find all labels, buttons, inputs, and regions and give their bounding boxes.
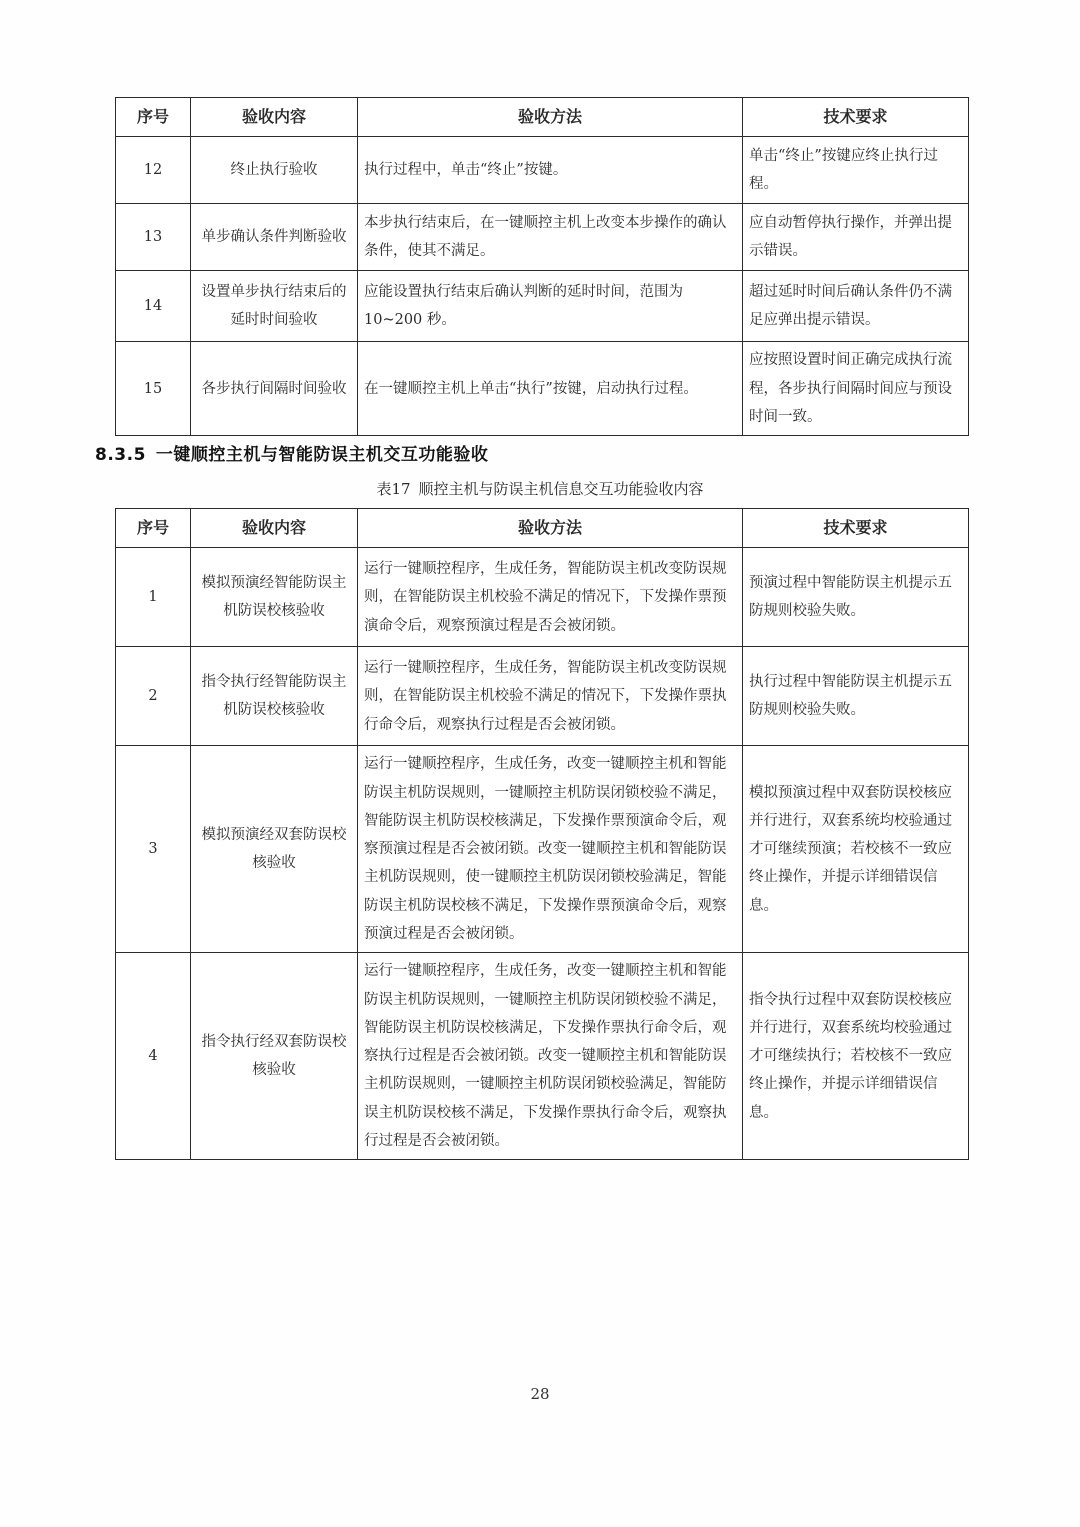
table-row bbox=[116, 548, 969, 647]
cell-requirement: 预演过程中智能防误主机提示五防规则校验失败。 bbox=[743, 548, 969, 647]
table-caption-number: 表17 bbox=[376, 480, 411, 498]
cell-no: 12 bbox=[116, 137, 191, 204]
section-number: 8.3.5 bbox=[95, 445, 146, 465]
cell-no: 1 bbox=[116, 548, 191, 647]
table-row bbox=[116, 953, 969, 1160]
table-row bbox=[116, 204, 969, 271]
cell-no: 3 bbox=[116, 746, 191, 953]
cell-no: 15 bbox=[116, 342, 191, 436]
cell-no: 4 bbox=[116, 953, 191, 1160]
table-row bbox=[116, 271, 969, 342]
table-caption bbox=[0, 478, 1080, 499]
cell-no: 13 bbox=[116, 204, 191, 271]
cell-method: 运行一键顺控程序，生成任务，改变一键顺控主机和智能防误主机防误规则，一键顺控主机防误闭锁校验不满足，智能防误主机防误校核满足，下发操作票预演命令后，观察预演过程是否会被闭锁。改变一键顺控主机和智能防误主机防误规则，使一键顺控主机防误闭锁校验满足，智能防误主机防误校核不满足，下发操作票预演命令后，观察预演过程是否会被闭锁。 bbox=[358, 746, 743, 953]
cell-item: 终止执行验收 bbox=[191, 137, 358, 204]
table-row bbox=[116, 137, 969, 204]
column-header-no: 序号 bbox=[116, 98, 191, 137]
cell-item: 单步确认条件判断验收 bbox=[191, 204, 358, 271]
section-title: 一键顺控主机与智能防误主机交互功能验收 bbox=[155, 445, 489, 465]
cell-method: 执行过程中，单击“终止”按键。 bbox=[358, 137, 743, 204]
cell-method: 运行一键顺控程序，生成任务，智能防误主机改变防误规则，在智能防误主机校验不满足的情况下，下发操作票执行命令后，观察执行过程是否会被闭锁。 bbox=[358, 647, 743, 746]
cell-requirement: 单击“终止”按键应终止执行过程。 bbox=[743, 137, 969, 204]
table-header-row bbox=[116, 98, 969, 137]
table-row bbox=[116, 342, 969, 436]
cell-no: 2 bbox=[116, 647, 191, 746]
cell-requirement: 指令执行过程中双套防误校核应并行进行，双套系统均校验通过才可继续执行；若校核不一致应终止操作，并提示详细错误信息。 bbox=[743, 953, 969, 1160]
column-header-item: 验收内容 bbox=[191, 98, 358, 137]
column-header-method: 验收方法 bbox=[358, 509, 743, 548]
column-header-req: 技术要求 bbox=[743, 509, 969, 548]
cell-item: 模拟预演经智能防误主机防误校核验收 bbox=[191, 548, 358, 647]
cell-requirement: 超过延时时间后确认条件仍不满足应弹出提示错误。 bbox=[743, 271, 969, 342]
cell-requirement: 应自动暂停执行操作，并弹出提示错误。 bbox=[743, 204, 969, 271]
column-header-no: 序号 bbox=[116, 509, 191, 548]
cell-requirement: 执行过程中智能防误主机提示五防规则校验失败。 bbox=[743, 647, 969, 746]
cell-item: 各步执行间隔时间验收 bbox=[191, 342, 358, 436]
cell-method: 本步执行结束后，在一键顺控主机上改变本步操作的确认条件，使其不满足。 bbox=[358, 204, 743, 271]
column-header-item: 验收内容 bbox=[191, 509, 358, 548]
cell-item: 设置单步执行结束后的延时时间验收 bbox=[191, 271, 358, 342]
cell-item: 模拟预演经双套防误校核验收 bbox=[191, 746, 358, 953]
cell-method: 应能设置执行结束后确认判断的延时时间，范围为10~200 秒。 bbox=[358, 271, 743, 342]
cell-item: 指令执行经双套防误校核验收 bbox=[191, 953, 358, 1160]
cell-item: 指令执行经智能防误主机防误校核验收 bbox=[191, 647, 358, 746]
acceptance-table-continued bbox=[115, 97, 969, 436]
table-row bbox=[116, 647, 969, 746]
page-number: 28 bbox=[530, 1385, 550, 1403]
cell-requirement: 模拟预演过程中双套防误校核应并行进行，双套系统均校验通过才可继续预演；若校核不一致应终止操作，并提示详细错误信息。 bbox=[743, 746, 969, 953]
table-header-row bbox=[116, 509, 969, 548]
section-heading bbox=[95, 440, 488, 465]
column-header-req: 技术要求 bbox=[743, 98, 969, 137]
table-caption-title: 顺控主机与防误主机信息交互功能验收内容 bbox=[418, 480, 704, 498]
cell-method: 运行一键顺控程序，生成任务，智能防误主机改变防误规则，在智能防误主机校验不满足的情况下，下发操作票预演命令后，观察预演过程是否会被闭锁。 bbox=[358, 548, 743, 647]
cell-method: 在一键顺控主机上单击“执行”按键，启动执行过程。 bbox=[358, 342, 743, 436]
table-row bbox=[116, 746, 969, 953]
acceptance-table-17 bbox=[115, 508, 969, 1160]
cell-method: 运行一键顺控程序，生成任务，改变一键顺控主机和智能防误主机防误规则，一键顺控主机防误闭锁校验不满足，智能防误主机防误校核满足，下发操作票执行命令后，观察执行过程是否会被闭锁。改变一键顺控主机和智能防误主机防误规则，一键顺控主机防误闭锁校验满足，智能防误主机防误校核不满足，下发操作票执行命令后，观察执行过程是否会被闭锁。 bbox=[358, 953, 743, 1160]
cell-requirement: 应按照设置时间正确完成执行流程，各步执行间隔时间应与预设时间一致。 bbox=[743, 342, 969, 436]
cell-no: 14 bbox=[116, 271, 191, 342]
column-header-method: 验收方法 bbox=[358, 98, 743, 137]
